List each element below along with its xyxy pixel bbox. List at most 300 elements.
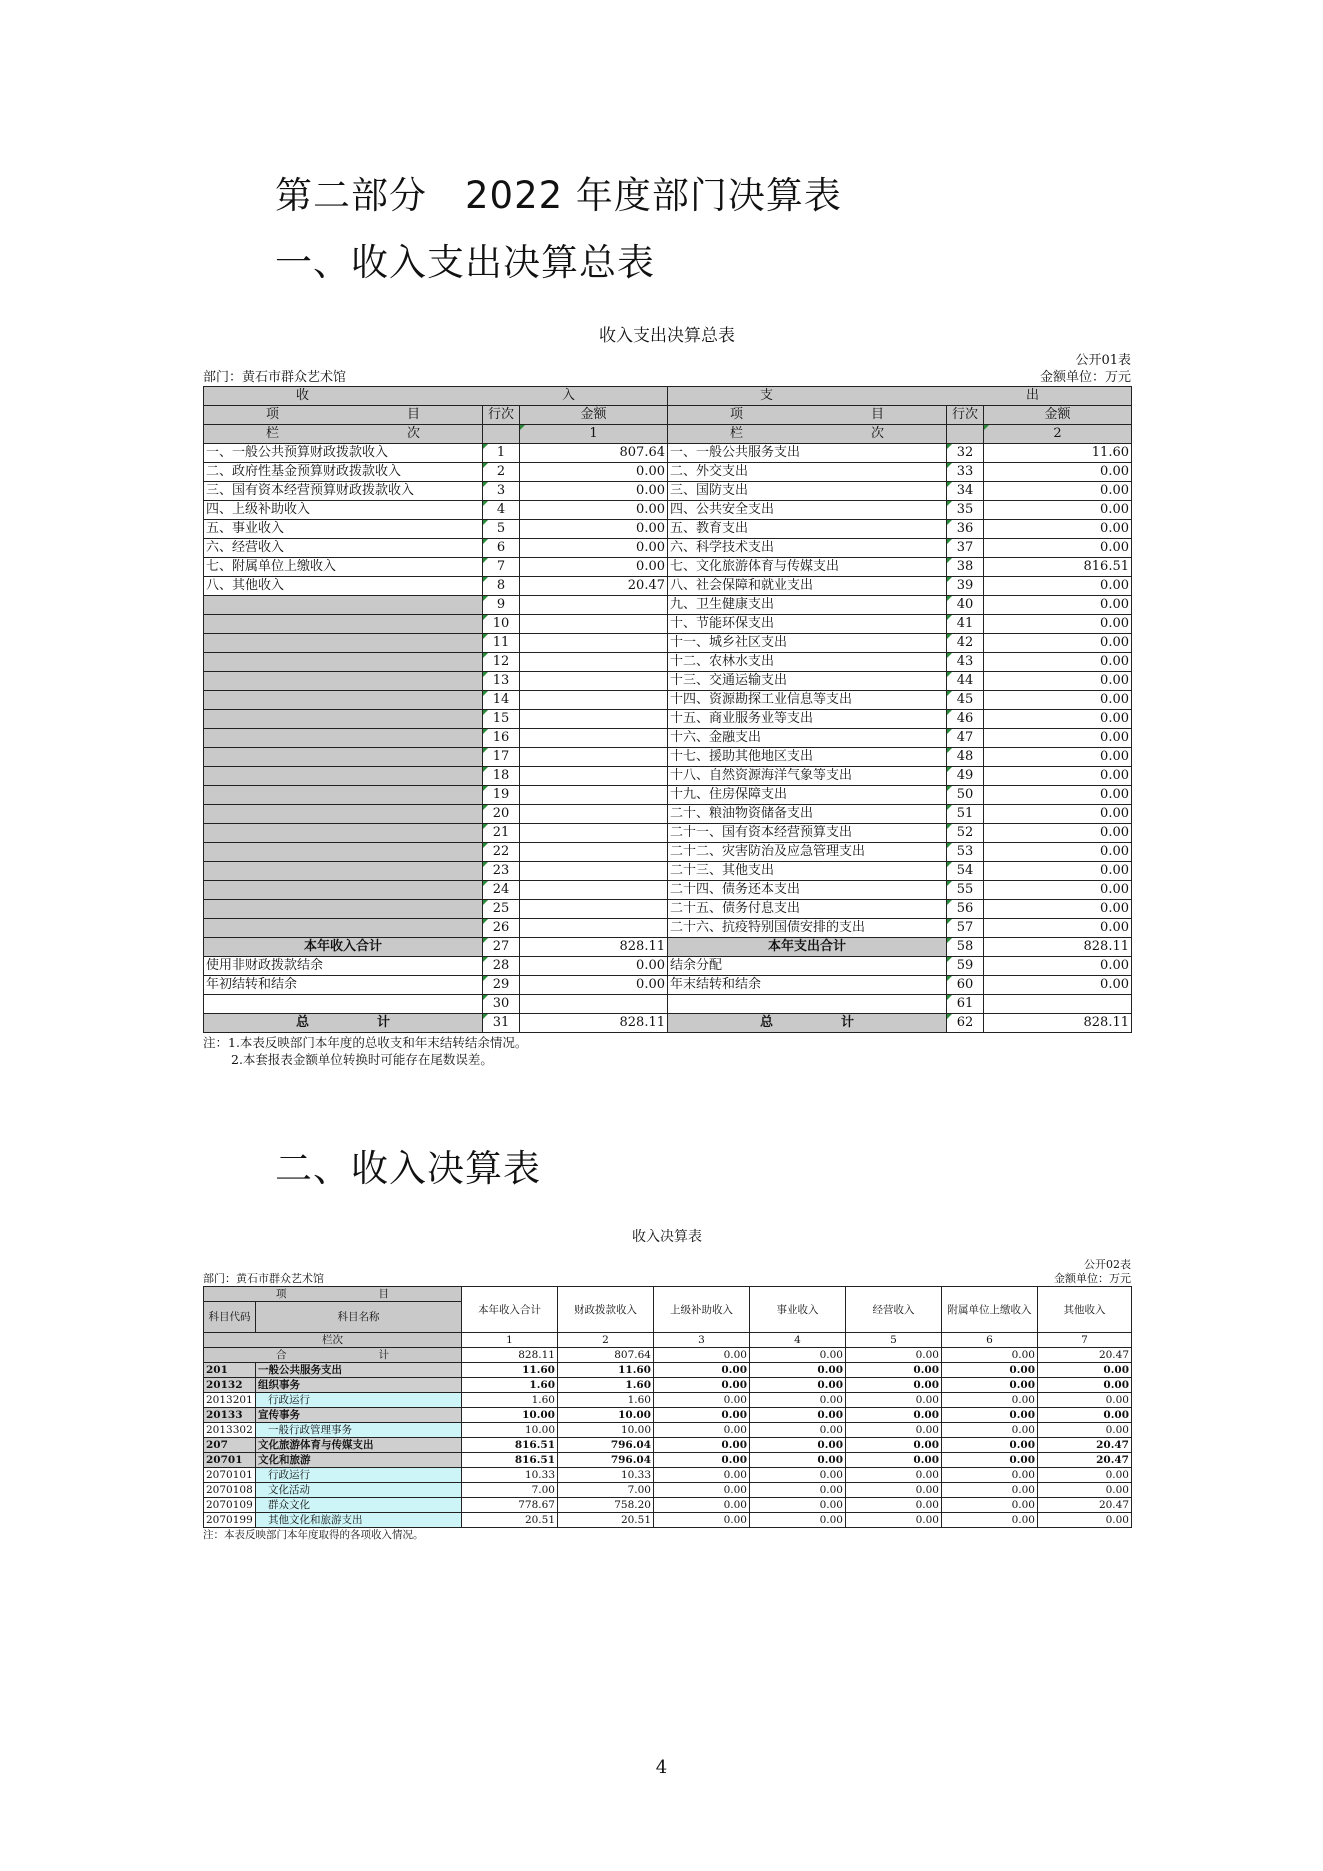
expense-header: 支 出 (668, 387, 1132, 406)
income-item-header: 项 目 (204, 406, 483, 425)
income-row-number: 12 (483, 653, 520, 672)
col-num: 3 (654, 1333, 750, 1348)
expense-item-label: 二十三、其他支出 (668, 862, 947, 881)
income-value: 0.00 (654, 1483, 750, 1498)
income-amount (520, 710, 668, 729)
income-amount: 0.00 (520, 976, 668, 995)
expense-row-number: 42 (947, 634, 984, 653)
income-amount (520, 862, 668, 881)
income-item-label: 五、事业收入 (204, 520, 483, 539)
expense-subtotal-label: 本年支出合计 (668, 938, 947, 957)
summary-row (204, 919, 1132, 938)
income-value: 7.00 (558, 1483, 654, 1498)
expense-amount: 11.60 (984, 444, 1132, 463)
income-item-label (204, 881, 483, 900)
income-value: 0.00 (1038, 1423, 1132, 1438)
expense-row-number: 45 (947, 691, 984, 710)
expense-item-label: 十四、资源勘探工业信息等支出 (668, 691, 947, 710)
expense-rowno-header: 行次 (947, 406, 984, 425)
income-value: 0.00 (942, 1378, 1038, 1393)
income-amount (520, 995, 668, 1014)
income-value: 0.00 (654, 1408, 750, 1423)
expense-row-number: 47 (947, 729, 984, 748)
section1-heading: 一、收入支出决算总表 (275, 241, 655, 284)
income-value: 0.00 (846, 1393, 942, 1408)
income-value: 0.00 (846, 1378, 942, 1393)
income-table (203, 1226, 1131, 1542)
expense-amount: 0.00 (984, 539, 1132, 558)
table1-unit: 金额单位：万元 (1039, 370, 1131, 385)
expense-row-number: 44 (947, 672, 984, 691)
summary-row (204, 729, 1132, 748)
income-value: 0.00 (846, 1513, 942, 1528)
income-value: 0.00 (750, 1363, 846, 1378)
income-amount (520, 691, 668, 710)
income-value: 10.33 (558, 1468, 654, 1483)
income-item-label: 三、国有资本经营预算财政拨款收入 (204, 482, 483, 501)
income-value: 0.00 (1038, 1468, 1132, 1483)
expense-row-number: 49 (947, 767, 984, 786)
table2-grid (203, 1286, 1132, 1528)
income-item-label: 七、附属单位上缴收入 (204, 558, 483, 577)
income-value: 0.00 (750, 1498, 846, 1513)
income-item-label (204, 691, 483, 710)
income-value: 0.00 (654, 1378, 750, 1393)
carryover-row (204, 995, 1132, 1014)
expense-amount: 0.00 (984, 729, 1132, 748)
income-value: 20.51 (462, 1513, 558, 1528)
subject-code: 2070101 (204, 1468, 256, 1483)
expense-item-label: 四、公共安全支出 (668, 501, 947, 520)
income-row-number: 8 (483, 577, 520, 596)
col-num: 4 (750, 1333, 846, 1348)
expense-row-number: 50 (947, 786, 984, 805)
expense-row-number: 61 (947, 995, 984, 1014)
expense-amount: 816.51 (984, 558, 1132, 577)
income-row-number: 18 (483, 767, 520, 786)
summary-row (204, 482, 1132, 501)
expense-item-label: 二十四、债务还本支出 (668, 881, 947, 900)
expense-row-number: 54 (947, 862, 984, 881)
income-subtotal-amount: 828.11 (520, 938, 668, 957)
expense-item-label: 一、一般公共服务支出 (668, 444, 947, 463)
subject-code: 201 (204, 1363, 256, 1378)
expense-row-number: 59 (947, 957, 984, 976)
income-value: 10.00 (558, 1423, 654, 1438)
expense-row-number: 33 (947, 463, 984, 482)
income-item-label (204, 919, 483, 938)
income-item-label (204, 596, 483, 615)
expense-lanci-header: 栏 次 (668, 425, 947, 444)
col-header-affiliate: 附属单位上缴收入 (942, 1287, 1038, 1333)
income-row-number: 4 (483, 501, 520, 520)
income-item-label (204, 900, 483, 919)
income-value: 0.00 (942, 1513, 1038, 1528)
income-value: 0.00 (654, 1453, 750, 1468)
income-row-number: 25 (483, 900, 520, 919)
expense-row-number: 60 (947, 976, 984, 995)
income-row-number: 9 (483, 596, 520, 615)
subject-name: 一般公共服务支出 (256, 1363, 462, 1378)
table1-notes (203, 1034, 1131, 1068)
income-amount: 0.00 (520, 957, 668, 976)
income-value: 816.51 (462, 1453, 558, 1468)
income-amount (520, 729, 668, 748)
income-value: 10.33 (462, 1468, 558, 1483)
income-rowno-header: 行次 (483, 406, 520, 425)
total-value: 0.00 (942, 1348, 1038, 1363)
income-value: 816.51 (462, 1438, 558, 1453)
table2-caption: 收入决算表 (632, 1229, 702, 1245)
income-row (204, 1438, 1132, 1453)
summary-row (204, 634, 1132, 653)
income-row (204, 1483, 1132, 1498)
income-amount (520, 653, 668, 672)
expense-amount: 0.00 (984, 748, 1132, 767)
income-item-label: 八、其他收入 (204, 577, 483, 596)
income-value: 0.00 (846, 1408, 942, 1423)
expense-item-label: 九、卫生健康支出 (668, 596, 947, 615)
income-amount: 0.00 (520, 482, 668, 501)
expense-amount: 0.00 (984, 596, 1132, 615)
summary-row (204, 824, 1132, 843)
income-row-number: 26 (483, 919, 520, 938)
income-row-number: 1 (483, 444, 520, 463)
total-value: 828.11 (462, 1348, 558, 1363)
subject-code: 20132 (204, 1378, 256, 1393)
income-amount: 807.64 (520, 444, 668, 463)
expense-amount: 0.00 (984, 900, 1132, 919)
col-header-fiscal: 财政拨款收入 (558, 1287, 654, 1333)
table2-code: 公开02表 (1084, 1258, 1131, 1271)
income-amount (520, 748, 668, 767)
total-value: 807.64 (558, 1348, 654, 1363)
income-row-number: 10 (483, 615, 520, 634)
subject-name: 宣传事务 (256, 1408, 462, 1423)
expense-amount: 0.00 (984, 824, 1132, 843)
income-value: 0.00 (750, 1483, 846, 1498)
expense-row-number: 35 (947, 501, 984, 520)
income-value: 1.60 (558, 1393, 654, 1408)
income-item-label (204, 805, 483, 824)
subject-name: 其他文化和旅游支出 (256, 1513, 462, 1528)
summary-row (204, 596, 1132, 615)
income-value: 0.00 (942, 1438, 1038, 1453)
income-row-number: 3 (483, 482, 520, 501)
income-row (204, 1363, 1132, 1378)
income-value: 0.00 (750, 1408, 846, 1423)
income-value: 0.00 (654, 1438, 750, 1453)
income-value: 7.00 (462, 1483, 558, 1498)
income-value: 0.00 (654, 1498, 750, 1513)
expense-item-label: 二十五、债务付息支出 (668, 900, 947, 919)
income-value: 1.60 (462, 1378, 558, 1393)
income-amount: 0.00 (520, 520, 668, 539)
income-header: 收 入 (204, 387, 668, 406)
income-item-label (204, 634, 483, 653)
income-amount (520, 900, 668, 919)
expense-amount: 0.00 (984, 634, 1132, 653)
expense-item-label: 十九、住房保障支出 (668, 786, 947, 805)
col-header-operating: 经营收入 (846, 1287, 942, 1333)
income-item-label (204, 615, 483, 634)
income-item-label (204, 995, 483, 1014)
expense-row-number: 51 (947, 805, 984, 824)
income-row (204, 1393, 1132, 1408)
income-value: 0.00 (654, 1393, 750, 1408)
expense-amount: 0.00 (984, 976, 1132, 995)
expense-row-number: 40 (947, 596, 984, 615)
income-expense-summary-table (203, 322, 1131, 1068)
income-item-label (204, 843, 483, 862)
income-value: 0.00 (942, 1468, 1038, 1483)
summary-row (204, 710, 1132, 729)
col-num: 2 (558, 1333, 654, 1348)
expense-item-label (668, 995, 947, 1014)
income-amount (520, 805, 668, 824)
income-row-number: 21 (483, 824, 520, 843)
col-num: 1 (462, 1333, 558, 1348)
summary-row (204, 520, 1132, 539)
income-amount (520, 767, 668, 786)
income-value: 11.60 (558, 1363, 654, 1378)
summary-row (204, 444, 1132, 463)
income-item-label: 二、政府性基金预算财政拨款收入 (204, 463, 483, 482)
income-amount: 0.00 (520, 501, 668, 520)
expense-item-label: 三、国防支出 (668, 482, 947, 501)
expense-amount: 0.00 (984, 710, 1132, 729)
income-item-label (204, 672, 483, 691)
col-num: 5 (846, 1333, 942, 1348)
income-value: 0.00 (654, 1513, 750, 1528)
income-row-number: 30 (483, 995, 520, 1014)
income-row-number: 13 (483, 672, 520, 691)
summary-row (204, 463, 1132, 482)
income-row-number: 15 (483, 710, 520, 729)
income-item-label (204, 786, 483, 805)
table1-dept: 部门：黄石市群众艺术馆 (203, 370, 347, 385)
income-item-label: 六、经营收入 (204, 539, 483, 558)
income-value: 1.60 (462, 1393, 558, 1408)
income-amount: 0.00 (520, 558, 668, 577)
expense-row-number: 48 (947, 748, 984, 767)
income-item-label: 四、上级补助收入 (204, 501, 483, 520)
summary-row (204, 672, 1132, 691)
income-value: 758.20 (558, 1498, 654, 1513)
income-value: 0.00 (1038, 1513, 1132, 1528)
col-header-total: 本年收入合计 (462, 1287, 558, 1333)
income-row-number: 29 (483, 976, 520, 995)
expense-row-number: 36 (947, 520, 984, 539)
income-row (204, 1498, 1132, 1513)
income-value: 1.60 (558, 1378, 654, 1393)
income-value: 0.00 (846, 1468, 942, 1483)
summary-row (204, 843, 1132, 862)
table2-note: 注：本表反映部门本年度取得的各项收入情况。 (203, 1529, 424, 1541)
income-amount (520, 596, 668, 615)
expense-item-label: 十五、商业服务业等支出 (668, 710, 947, 729)
expense-total-amount: 828.11 (984, 1014, 1132, 1033)
expense-item-label: 二十二、灾害防治及应急管理支出 (668, 843, 947, 862)
income-amount-header: 金额 (520, 406, 668, 425)
expense-row-number: 38 (947, 558, 984, 577)
summary-row (204, 577, 1132, 596)
income-row-number: 28 (483, 957, 520, 976)
income-row-number: 27 (483, 938, 520, 957)
income-total-amount: 828.11 (520, 1014, 668, 1033)
page-number: 4 (655, 1757, 668, 1778)
expense-item-label: 二十六、抗疫特别国债安排的支出 (668, 919, 947, 938)
income-value: 0.00 (942, 1453, 1038, 1468)
income-value: 0.00 (846, 1423, 942, 1438)
expense-item-label: 十三、交通运输支出 (668, 672, 947, 691)
income-value: 0.00 (750, 1468, 846, 1483)
expense-row-number: 53 (947, 843, 984, 862)
expense-row-number: 46 (947, 710, 984, 729)
table2-unit: 金额单位：万元 (1054, 1272, 1131, 1285)
income-amount (520, 881, 668, 900)
summary-row (204, 881, 1132, 900)
expense-amount: 0.00 (984, 805, 1132, 824)
income-row-number: 11 (483, 634, 520, 653)
income-total-label: 总 计 (204, 1014, 483, 1033)
income-row-number: 22 (483, 843, 520, 862)
income-row-number: 7 (483, 558, 520, 577)
income-item-label (204, 767, 483, 786)
subject-code: 207 (204, 1438, 256, 1453)
subject-code: 2013201 (204, 1393, 256, 1408)
expense-item-label: 二、外交支出 (668, 463, 947, 482)
income-amount (520, 634, 668, 653)
expense-item-label: 结余分配 (668, 957, 947, 976)
income-amount (520, 824, 668, 843)
total-label: 合 计 (204, 1348, 462, 1363)
income-amount: 0.00 (520, 539, 668, 558)
income-value: 778.67 (462, 1498, 558, 1513)
income-value: 0.00 (942, 1498, 1038, 1513)
expense-amount: 0.00 (984, 881, 1132, 900)
summary-row (204, 748, 1132, 767)
income-value: 11.60 (462, 1363, 558, 1378)
expense-item-label: 二十、粮油物资储备支出 (668, 805, 947, 824)
income-amount (520, 672, 668, 691)
expense-row-number: 58 (947, 938, 984, 957)
income-row (204, 1378, 1132, 1393)
expense-item-label: 六、科学技术支出 (668, 539, 947, 558)
col-header-other: 其他收入 (1038, 1287, 1132, 1333)
total-value: 0.00 (750, 1348, 846, 1363)
income-row-number: 31 (483, 1014, 520, 1033)
summary-row (204, 767, 1132, 786)
income-lanci-header: 栏 次 (204, 425, 483, 444)
expense-amount: 0.00 (984, 463, 1132, 482)
income-item-label (204, 824, 483, 843)
income-row-number: 24 (483, 881, 520, 900)
subject-name: 文化旅游体育与传媒支出 (256, 1438, 462, 1453)
code-header: 科目代码 (204, 1302, 256, 1333)
subject-name: 组织事务 (256, 1378, 462, 1393)
income-item-label (204, 862, 483, 881)
income-value: 0.00 (942, 1393, 1038, 1408)
income-amount: 20.47 (520, 577, 668, 596)
subject-code: 2070108 (204, 1483, 256, 1498)
expense-row-number: 43 (947, 653, 984, 672)
grand-total-row (204, 1014, 1132, 1033)
income-value: 0.00 (750, 1378, 846, 1393)
summary-row (204, 539, 1132, 558)
income-amount (520, 919, 668, 938)
summary-row (204, 615, 1132, 634)
lanci-header: 栏次 (204, 1333, 462, 1348)
income-value: 0.00 (942, 1408, 1038, 1423)
income-value: 0.00 (1038, 1378, 1132, 1393)
expense-row-number: 52 (947, 824, 984, 843)
expense-item-label: 十八、自然资源海洋气象等支出 (668, 767, 947, 786)
section2-heading: 二、收入决算表 (275, 1147, 541, 1190)
table2-item-header: 项 目 (204, 1287, 462, 1302)
total-value: 0.00 (654, 1348, 750, 1363)
expense-amount: 0.00 (984, 862, 1132, 881)
expense-item-label: 十二、农林水支出 (668, 653, 947, 672)
income-row-number: 2 (483, 463, 520, 482)
income-row-number: 17 (483, 748, 520, 767)
income-value: 10.00 (462, 1423, 558, 1438)
income-item-label: 年初结转和结余 (204, 976, 483, 995)
income-value: 0.00 (942, 1363, 1038, 1378)
income-row (204, 1513, 1132, 1528)
subject-code: 20133 (204, 1408, 256, 1423)
expense-amount (984, 995, 1132, 1014)
expense-row-number: 37 (947, 539, 984, 558)
expense-item-label: 二十一、国有资本经营预算支出 (668, 824, 947, 843)
col-header-subsidy: 上级补助收入 (654, 1287, 750, 1333)
expense-amount-header: 金额 (984, 406, 1132, 425)
income-value: 0.00 (654, 1468, 750, 1483)
expense-row-number: 39 (947, 577, 984, 596)
income-value: 796.04 (558, 1438, 654, 1453)
carryover-row (204, 976, 1132, 995)
income-value: 0.00 (846, 1483, 942, 1498)
expense-row-number: 41 (947, 615, 984, 634)
expense-item-header: 项 目 (668, 406, 947, 425)
income-value: 0.00 (846, 1438, 942, 1453)
expense-row-number: 56 (947, 900, 984, 919)
income-value: 10.00 (462, 1408, 558, 1423)
income-value: 20.47 (1038, 1438, 1132, 1453)
income-value: 20.51 (558, 1513, 654, 1528)
income-col-number: 1 (520, 425, 668, 444)
expense-item-label: 十一、城乡社区支出 (668, 634, 947, 653)
expense-item-label: 五、教育支出 (668, 520, 947, 539)
income-row (204, 1468, 1132, 1483)
subject-name: 行政运行 (256, 1468, 462, 1483)
carryover-row (204, 957, 1132, 976)
income-row-number: 5 (483, 520, 520, 539)
income-row (204, 1408, 1132, 1423)
income-item-label (204, 710, 483, 729)
summary-row (204, 862, 1132, 881)
income-value: 0.00 (1038, 1483, 1132, 1498)
income-item-label: 一、一般公共预算财政拨款收入 (204, 444, 483, 463)
income-value: 0.00 (846, 1453, 942, 1468)
expense-total-label: 总 计 (668, 1014, 947, 1033)
summary-row (204, 501, 1132, 520)
income-item-label (204, 748, 483, 767)
income-value: 0.00 (654, 1363, 750, 1378)
income-row-number: 23 (483, 862, 520, 881)
total-value: 0.00 (846, 1348, 942, 1363)
income-value: 0.00 (942, 1483, 1038, 1498)
